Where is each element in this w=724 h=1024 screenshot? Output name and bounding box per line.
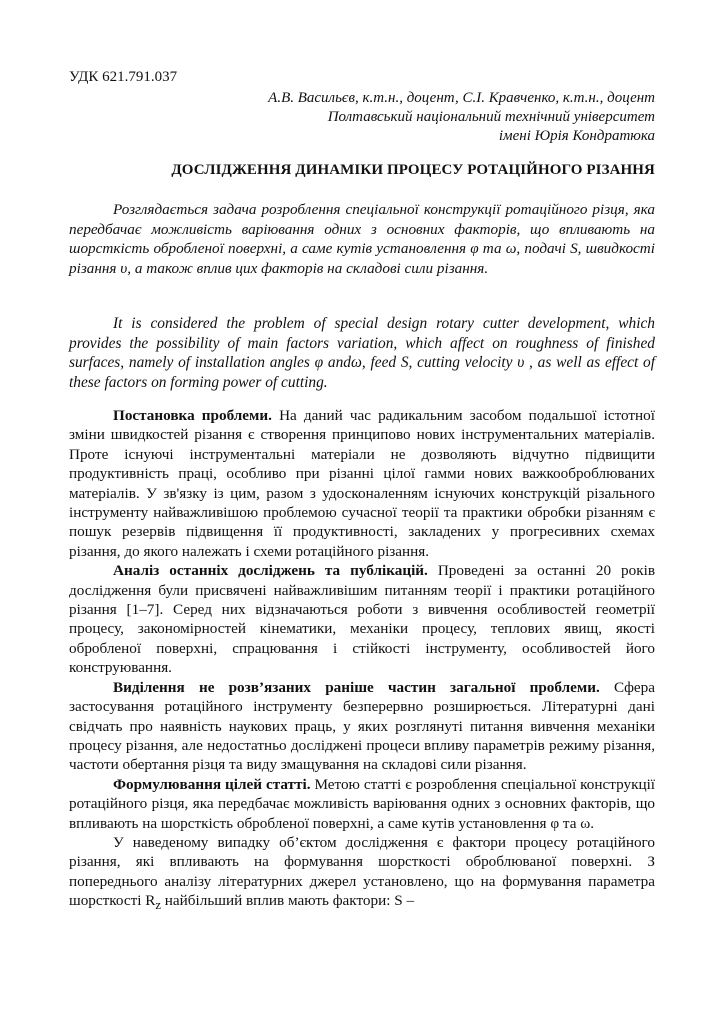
section-unsolved-problems <box>69 678 655 775</box>
authors-line: А.В. Васильєв, к.т.н., доцент, С.І. Кравченко, к.т.н., доцент <box>268 90 655 106</box>
section-literature-review <box>69 561 655 677</box>
section-text: На даний час радикальним засобом подальшої істотної зміни швидкостей різання є створення принципово нових інструментальних матеріалів. Проте існуючі інструментальні матеріали не дозволяють відчутно підвищити продуктивність праці, особливо при різанні цілої гамми нових важкооброблюваних матеріалів. У зв'язку із цим, разом з удосконаленням існуючих конструкцій різального інструменту найважливішою проблемою сучасної теорії та практики обробки різанням є пошук резервів підвищення її продуктивності, закладених у прогресивних схемах різання, до якого належать і схеми ротаційного різання. <box>69 407 655 560</box>
udk-code: УДК 621.791.037 <box>69 69 178 85</box>
abstract-ukrainian: Розглядається задача розроблення спеціальної конструкції ротаційного різця, яка передбачає можливість варіювання одних з основних факторів, що впливають на шорсткість обробленої поверхні, а саме кутів установлення φ та ω, подачі S, швидкості різання υ, а також вплив цих факторів на складові сили різання. <box>69 201 655 277</box>
section-article-goals <box>69 775 655 833</box>
section-heading: Формулювання цілей статті. <box>113 775 311 793</box>
paragraph-research-object <box>69 833 655 916</box>
section-heading: Виділення не розв’язаних раніше частин загальної проблеми. <box>113 678 600 696</box>
university-line-1: Полтавський національний технічний університет <box>327 109 655 125</box>
article-title: ДОСЛІДЖЕННЯ ДИНАМІКИ ПРОЦЕСУ РОТАЦІЙНОГО РІЗАННЯ <box>171 162 655 178</box>
section-text: Сфера застосування ротаційного інструменту безперервно розширюється. Літературні дані свідчать про наявність наукових праць, у яких розглянуті питання вивчення механіки процесу різання, але недостатньо досліджені процеси впливу параметрів режиму різання, частоти обертання різця та виду змащування на складові сили різання. <box>69 678 656 774</box>
section-problem-statement <box>69 406 655 561</box>
paragraph-text-end: найбільший вплив мають фактори: S – <box>161 892 415 910</box>
paragraph-text: У наведеному випадку об’єктом дослідження є фактори процесу ротаційного різання, які впливають на формування шорсткості оброблюваної поверхні. З попереднього аналізу літературних джерел установлено, що на формування параметра шорсткості R <box>69 833 655 910</box>
article-body <box>69 406 655 916</box>
section-text: Метою статті є розроблення спеціальної конструкції ротаційного різця, яка передбачає можливість варіювання одних з основних факторів, що впливають на шорсткість обробленої поверхні, а саме кутів установлення φ та ω. <box>69 775 656 832</box>
subscript-z: z <box>155 898 161 913</box>
section-heading: Аналіз останніх досліджень та публікацій. <box>113 562 428 580</box>
abstract-english: It is considered the problem of special design rotary cutter development, which provides the possibility of main factors variation, which affect on roughness of finished surfaces, namely of installation angles φ andω, feed S, cutting velocity υ , as well as effect of these factors on forming power of cutting. <box>69 315 655 391</box>
university-line-2: імені Юрія Кондратюка <box>498 128 655 144</box>
section-heading: Постановка проблеми. <box>113 407 272 424</box>
section-text: Проведені за останні 20 років дослідження були присвячені найважливішим питанням теорії і практики ротаційного різання [1–7]. Серед них відзначаються роботи з вивчення особливостей геометрії процесу, закономірностей кінематики, механіки процесу, теплових явищ, якості обробленої поверхні, спрацювання і стійкості інструменту, особливостей його конструювання. <box>69 562 655 677</box>
